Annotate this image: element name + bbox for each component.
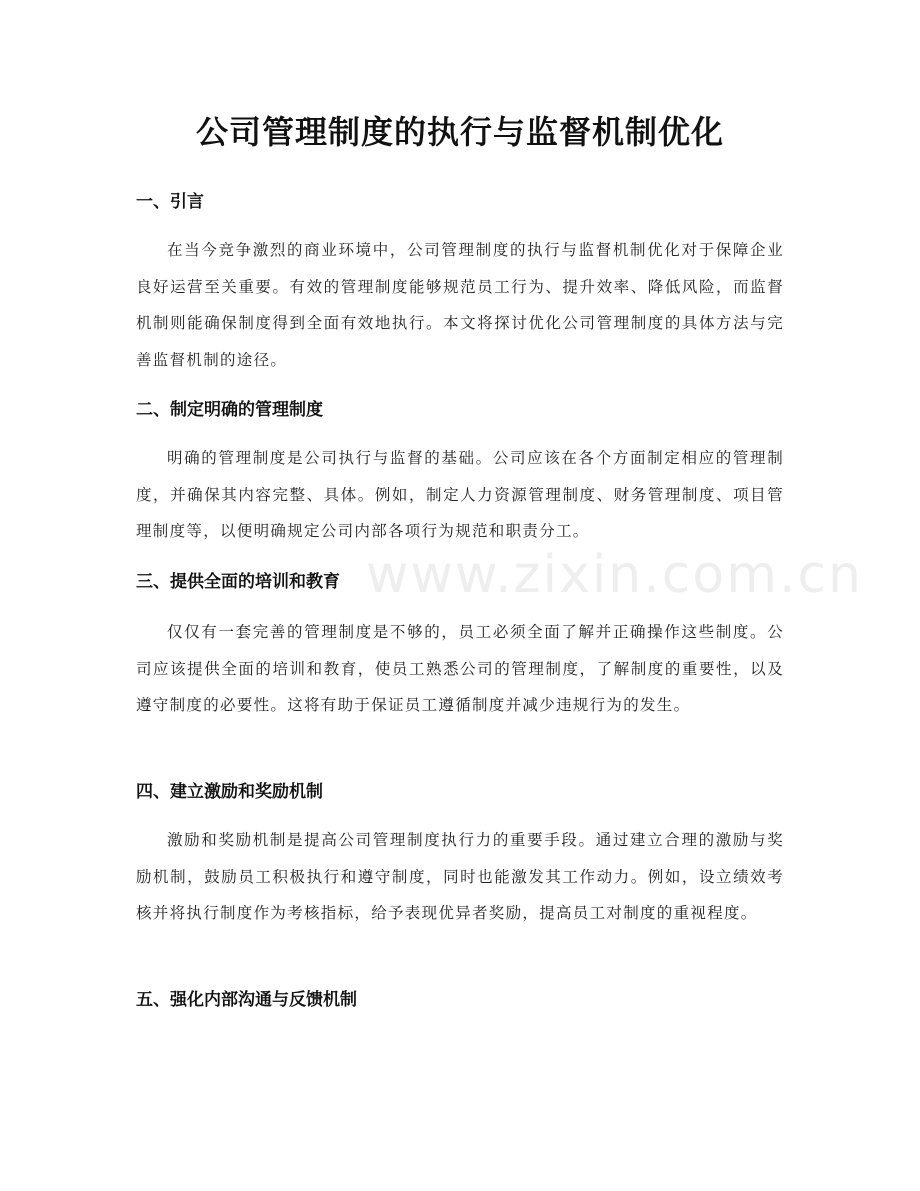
section-paragraph-incentives: 激励和奖励机制是提高公司管理制度执行力的重要手段。通过建立合理的激励与奖励机制，鼓励员工积极执行和遵守制度，同时也能激发其工作动力。例如，设立绩效考核并将执行制度作为考核指标，给予表现优异者奖励，提高员工对制度的重视程度。 [136, 831, 784, 922]
section-paragraph-training: 仅仅有一套完善的管理制度是不够的，员工必须全面了解并正确操作这些制度。公司应该提供全面的培训和教育，使员工熟悉公司的管理制度，了解制度的重要性，以及遵守制度的必要性。这将有助于保证员工遵循制度并减少违规行为的发生。 [136, 623, 784, 714]
section-heading-intro: 一、引言 [136, 192, 204, 212]
document-title: 公司管理制度的执行与监督机制优化 [195, 113, 724, 151]
section-heading-training: 三、提供全面的培训和教育 [136, 572, 340, 592]
section-paragraph-intro: 在当今竞争激烈的商业环境中，公司管理制度的执行与监督机制优化对于保障企业良好运营至关重要。有效的管理制度能够规范员工行为、提升效率、降低风险，而监督机制则能确保制度得到全面有效地执行。本文将探讨优化公司管理制度的具体方法与完善监督机制的途径。 [136, 241, 784, 369]
watermark: www.zixin.com.cn [366, 545, 863, 605]
section-heading-communication: 五、强化内部沟通与反馈机制 [136, 990, 357, 1010]
section-paragraph-clear-rules: 明确的管理制度是公司执行与监督的基础。公司应该在各个方面制定相应的管理制度，并确保其内容完整、具体。例如，制定人力资源管理制度、财务管理制度、项目管理制度等，以便明确规定公司内部各项行为规范和职责分工。 [136, 449, 784, 540]
section-heading-clear-rules: 二、制定明确的管理制度 [136, 400, 323, 420]
section-heading-incentives: 四、建立激励和奖励机制 [136, 782, 323, 802]
